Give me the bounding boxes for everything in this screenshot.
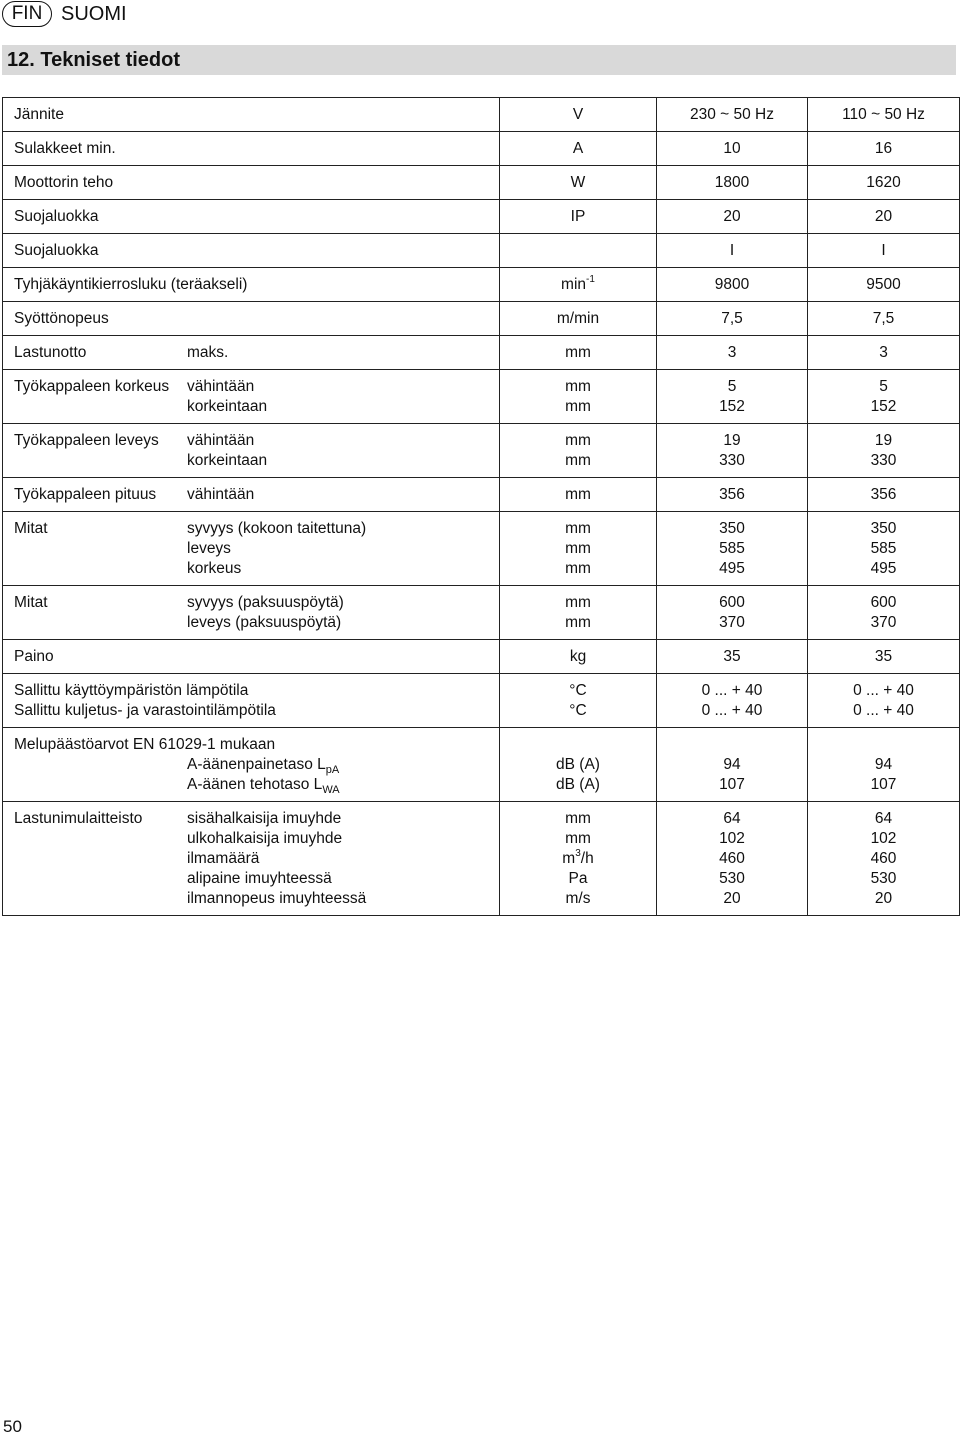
parameter-line: [14, 735, 499, 755]
parameter-line: [14, 755, 499, 775]
unit-line: [500, 889, 656, 909]
parameter-cell: [3, 268, 500, 302]
unit-line: [500, 539, 656, 559]
parameter-label: Työkappaleen korkeus: [14, 378, 170, 395]
value-110v: 0 ... + 40: [853, 702, 914, 719]
parameter-sublabel: [187, 559, 241, 579]
parameter-label: Suojaluokka: [14, 242, 99, 259]
unit-text: mm: [565, 540, 591, 557]
unit-cell: [500, 370, 657, 424]
unit-line: [500, 451, 656, 471]
parameter-line: [14, 485, 499, 505]
table-row: [3, 586, 960, 640]
unit-text: dB (A): [556, 756, 600, 773]
value-230v: 5: [727, 378, 737, 395]
value-110v-cell: [808, 370, 960, 424]
value-230v: 0 ... + 40: [701, 682, 763, 699]
table-row: [3, 424, 960, 478]
parameter-sublabel-text: leveys: [187, 540, 231, 557]
value-230v: I: [729, 242, 735, 259]
table-row: [3, 234, 960, 268]
unit-line: [500, 869, 656, 889]
parameter-line: [14, 309, 499, 329]
parameter-line: [14, 343, 499, 363]
value-110v-cell: [808, 478, 960, 512]
value-230v: 1800: [714, 174, 750, 191]
unit-line: [500, 735, 656, 755]
parameter-cell: [3, 512, 500, 586]
language-code: FIN: [11, 3, 43, 24]
parameter-sublabel-text: korkeus: [187, 560, 242, 577]
value-110v: 19: [874, 432, 893, 449]
parameter-sublabel-text: maks.: [187, 344, 229, 361]
unit-cell: [500, 268, 657, 302]
parameter-line: [14, 613, 499, 633]
value-110v: 370: [870, 614, 897, 631]
parameter-label: Sulakkeet min.: [14, 140, 116, 157]
value-110v: 9500: [866, 276, 901, 293]
value-110v-cell: [808, 586, 960, 640]
parameter-line: [14, 431, 499, 451]
parameter-sublabel-text: ilmamäärä: [187, 850, 260, 867]
parameter-cell: [3, 674, 500, 728]
value-110v-cell: [808, 98, 960, 132]
parameter-line: [14, 173, 499, 193]
parameter-label: Jännite: [14, 106, 64, 123]
value-110v-cell: [808, 802, 960, 916]
unit-cell: [500, 586, 657, 640]
table-row: [3, 640, 960, 674]
parameter-cell: [3, 802, 500, 916]
value-110v: 20: [874, 208, 893, 225]
unit-cell: [500, 336, 657, 370]
unit-line: [500, 485, 656, 505]
parameter-label: Sallittu käyttöympäristön lämpötila: [14, 682, 249, 699]
value-110v-cell: [808, 132, 960, 166]
parameter-label: Mitat: [14, 520, 48, 537]
value-230v: [657, 735, 807, 755]
value-230v: 460: [719, 850, 745, 867]
parameter-sublabel-text: vähintään: [187, 378, 255, 395]
unit-line: [500, 519, 656, 539]
unit-line: [500, 309, 656, 329]
value-230v: 600: [719, 594, 745, 611]
parameter-sublabel: [187, 519, 366, 539]
parameter-cell: [3, 200, 500, 234]
value-230v-cell: [657, 424, 808, 478]
unit-text: W: [570, 174, 586, 191]
parameter-line: [14, 701, 499, 721]
parameter-sublabel-text: korkeintaan: [187, 452, 268, 469]
unit-text: mm: [565, 344, 591, 361]
value-110v: 3: [879, 344, 888, 361]
section-header-bar: [2, 45, 956, 75]
parameter-sublabel-text: korkeintaan: [187, 398, 268, 415]
unit-line: [500, 647, 656, 667]
parameter-cell: [3, 478, 500, 512]
value-230v: 230 ~ 50 Hz: [689, 106, 775, 123]
unit-cell: [500, 234, 657, 268]
value-110v: 35: [874, 648, 893, 665]
parameter-sublabel-text: A-äänen tehotaso L: [187, 776, 323, 793]
value-230v: 7,5: [721, 310, 743, 327]
parameter-sublabel: [187, 829, 342, 849]
value-230v: 330: [719, 452, 745, 469]
unit-line: [500, 275, 656, 295]
value-230v: 94: [723, 756, 741, 773]
unit-cell: [500, 478, 657, 512]
value-110v: 350: [870, 520, 897, 537]
value-110v-cell: [808, 302, 960, 336]
table-row: [3, 132, 960, 166]
value-230v-cell: [657, 98, 808, 132]
value-230v-cell: [657, 802, 808, 916]
value-110v: 102: [870, 830, 897, 847]
value-110v: 5: [879, 378, 888, 395]
unit-line: [500, 377, 656, 397]
unit-line: [500, 139, 656, 159]
value-230v: 585: [719, 540, 745, 557]
parameter-line: [14, 775, 499, 795]
value-230v-cell: [657, 640, 808, 674]
parameter-sublabel-text: sisähalkaisija imuyhde: [187, 810, 342, 827]
value-230v: 3: [727, 344, 737, 361]
parameter-line: [14, 559, 499, 579]
value-230v: 20: [723, 208, 741, 225]
value-110v: 585: [870, 540, 897, 557]
table-row: [3, 302, 960, 336]
table-row: [3, 200, 960, 234]
value-110v: [808, 735, 959, 755]
parameter-sublabel: [187, 755, 339, 775]
value-110v-cell: [808, 674, 960, 728]
parameter-sublabel: [187, 485, 254, 505]
parameter-line: [14, 519, 499, 539]
technical-data-table: [2, 97, 960, 916]
parameter-sublabel-text: ilmannopeus imuyhteessä: [187, 890, 367, 907]
parameter-sublabel: [187, 809, 341, 829]
parameter-line: [14, 105, 499, 125]
parameter-cell: [3, 166, 500, 200]
parameter-sublabel-text: A-äänenpainetaso L: [187, 756, 326, 773]
value-110v: I: [881, 242, 886, 259]
value-110v: 152: [870, 398, 897, 415]
value-230v: 495: [719, 560, 745, 577]
unit-cell: [500, 424, 657, 478]
parameter-sublabel: [187, 889, 366, 909]
page-number: 50: [3, 1417, 22, 1436]
unit-text: m/s: [565, 890, 591, 907]
value-110v: 16: [874, 140, 893, 157]
value-110v: 460: [870, 850, 897, 867]
parameter-label: Paino: [14, 648, 54, 665]
unit-text: IP: [570, 208, 586, 225]
value-230v-cell: [657, 336, 808, 370]
parameter-line: [14, 809, 499, 829]
table-row: [3, 728, 960, 802]
unit-line: [500, 681, 656, 701]
value-230v: 19: [723, 432, 741, 449]
value-230v-cell: [657, 586, 808, 640]
table-row: [3, 268, 960, 302]
value-110v-cell: [808, 268, 960, 302]
parameter-sublabel-text: syvyys (kokoon taitettuna): [187, 520, 367, 537]
parameter-line: [14, 889, 499, 909]
parameter-subscript: WA: [322, 784, 340, 797]
parameter-cell: [3, 336, 500, 370]
value-110v: 1620: [866, 174, 901, 191]
unit-text: mm: [565, 830, 591, 847]
unit-cell: [500, 674, 657, 728]
value-110v-cell: [808, 336, 960, 370]
value-110v: 330: [870, 452, 897, 469]
unit-text: mm: [565, 520, 591, 537]
parameter-label: Mitat: [14, 594, 48, 611]
value-110v: 20: [874, 890, 893, 907]
unit-superscript: -1: [586, 273, 595, 285]
parameter-cell: [3, 640, 500, 674]
parameter-sublabel-text: vähintään: [187, 486, 255, 503]
parameter-sublabel: [187, 343, 228, 363]
parameter-sublabel: [187, 377, 254, 397]
unit-line: [500, 431, 656, 451]
unit-text: mm: [565, 810, 591, 827]
unit-suffix: /h: [580, 850, 594, 867]
parameter-cell: [3, 728, 500, 802]
value-230v-cell: [657, 268, 808, 302]
value-230v-cell: [657, 512, 808, 586]
value-110v: 94: [874, 756, 893, 773]
value-110v-cell: [808, 234, 960, 268]
parameter-label: Lastunotto: [14, 344, 87, 361]
value-110v-cell: [808, 728, 960, 802]
parameter-line: [14, 681, 499, 701]
parameter-label: Suojaluokka: [14, 208, 99, 225]
unit-line: [500, 397, 656, 417]
parameter-sublabel: [187, 593, 344, 613]
value-110v: 110 ~ 50 Hz: [842, 106, 925, 123]
unit-line: [500, 559, 656, 579]
value-230v: 10: [723, 140, 741, 157]
parameter-sublabel-text: ulkohalkaisija imuyhde: [187, 830, 343, 847]
unit-text: °C: [569, 682, 587, 699]
parameter-sublabel: [187, 849, 259, 869]
parameter-label: Tyhjäkäyntikierrosluku (teräakseli): [14, 276, 248, 293]
value-230v: 35: [723, 648, 741, 665]
value-110v: 107: [870, 776, 897, 793]
value-230v: 356: [719, 486, 745, 503]
value-230v: 107: [719, 776, 745, 793]
value-230v: 0 ... + 40: [701, 702, 763, 719]
value-230v-cell: [657, 132, 808, 166]
unit-text: kg: [569, 648, 587, 665]
unit-text: mm: [565, 452, 591, 469]
parameter-line: [14, 451, 499, 471]
unit-text: mm: [565, 560, 591, 577]
unit-text: mm: [565, 486, 591, 503]
unit-cell: [500, 200, 657, 234]
value-230v-cell: [657, 234, 808, 268]
unit-superscript: 3: [575, 847, 581, 859]
parameter-label: Työkappaleen pituus: [14, 486, 157, 503]
parameter-label: Moottorin teho: [14, 174, 114, 191]
value-230v: 20: [723, 890, 741, 907]
unit-text: Pa: [568, 870, 588, 887]
unit-line: [500, 241, 656, 261]
parameter-line: [14, 647, 499, 667]
unit-text: min: [561, 276, 587, 293]
parameter-line: [14, 377, 499, 397]
unit-text: °C: [569, 702, 587, 719]
unit-cell: [500, 302, 657, 336]
unit-text: A: [572, 140, 584, 157]
parameter-cell: [3, 424, 500, 478]
section-title: 12. Tekniset tiedot: [7, 48, 181, 71]
page-header: [0, 0, 127, 28]
parameter-line: [14, 241, 499, 261]
parameter-sublabel-text: syvyys (paksuuspöytä): [187, 594, 344, 611]
unit-line: [500, 613, 656, 633]
unit-cell: [500, 728, 657, 802]
value-230v: 102: [719, 830, 745, 847]
unit-cell: [500, 132, 657, 166]
value-230v: 530: [719, 870, 745, 887]
unit-line: [500, 173, 656, 193]
parameter-line: [14, 829, 499, 849]
value-110v-cell: [808, 200, 960, 234]
parameter-cell: [3, 98, 500, 132]
unit-cell: [500, 640, 657, 674]
unit-line: [500, 849, 656, 869]
parameter-sublabel: [187, 539, 231, 559]
value-230v-cell: [657, 370, 808, 424]
unit-line: [500, 343, 656, 363]
unit-line: [500, 207, 656, 227]
parameter-sublabel: [187, 431, 254, 451]
unit-text: mm: [565, 398, 591, 415]
parameter-label: Melupäästöarvot EN 61029-1 mukaan: [14, 736, 276, 753]
parameter-line: [14, 849, 499, 869]
unit-line: [500, 701, 656, 721]
value-230v: 350: [719, 520, 745, 537]
parameter-line: [14, 207, 499, 227]
parameter-label: Työkappaleen leveys: [14, 432, 159, 449]
value-110v: 495: [870, 560, 897, 577]
unit-cell: [500, 166, 657, 200]
parameter-cell: [3, 234, 500, 268]
value-230v: 370: [719, 614, 745, 631]
value-230v-cell: [657, 728, 808, 802]
value-110v: 530: [870, 870, 897, 887]
parameter-line: [14, 869, 499, 889]
unit-line: [500, 775, 656, 795]
table-row: [3, 802, 960, 916]
value-110v: 0 ... + 40: [853, 682, 914, 699]
parameter-sublabel-text: vähintään: [187, 432, 255, 449]
unit-text: mm: [565, 378, 591, 395]
parameter-label: Syöttönopeus: [14, 310, 109, 327]
unit-line: [500, 809, 656, 829]
unit-cell: [500, 512, 657, 586]
parameter-line: [14, 539, 499, 559]
parameter-label: Lastunimulaitteisto: [14, 810, 143, 827]
value-230v-cell: [657, 674, 808, 728]
value-110v: 600: [870, 594, 897, 611]
unit-line: [500, 105, 656, 125]
table-row: [3, 98, 960, 132]
parameter-subscript: pA: [325, 764, 340, 777]
unit-text: m/min: [556, 310, 600, 327]
unit-text: V: [572, 106, 584, 123]
unit-text: mm: [565, 594, 591, 611]
table-row: [3, 478, 960, 512]
parameter-cell: [3, 370, 500, 424]
table-row: [3, 512, 960, 586]
parameter-sublabel: [187, 451, 267, 471]
parameter-cell: [3, 302, 500, 336]
parameter-sublabel: [187, 613, 341, 633]
language-code-badge: [2, 1, 52, 27]
value-230v-cell: [657, 166, 808, 200]
table-row: [3, 166, 960, 200]
parameter-cell: [3, 586, 500, 640]
value-110v-cell: [808, 166, 960, 200]
parameter-sublabel-text: leveys (paksuuspöytä): [187, 614, 342, 631]
parameter-line: [14, 275, 499, 295]
unit-line: [500, 593, 656, 613]
value-230v: 152: [719, 398, 745, 415]
unit-cell: [500, 802, 657, 916]
unit-text: dB (A): [556, 776, 600, 793]
value-110v: 7,5: [872, 310, 895, 327]
parameter-label: Sallittu kuljetus- ja varastointilämpötila: [14, 702, 276, 719]
parameter-cell: [3, 132, 500, 166]
value-110v: 64: [874, 810, 893, 827]
value-110v: 356: [870, 486, 897, 503]
table-row: [3, 370, 960, 424]
value-110v-cell: [808, 640, 960, 674]
parameter-sublabel: [187, 869, 332, 889]
parameter-sublabel-text: alipaine imuyhteessä: [187, 870, 332, 887]
value-230v-cell: [657, 302, 808, 336]
parameter-line: [14, 593, 499, 613]
value-230v-cell: [657, 200, 808, 234]
parameter-sublabel: [187, 397, 267, 417]
value-110v-cell: [808, 512, 960, 586]
table-row: [3, 336, 960, 370]
parameter-line: [14, 397, 499, 417]
value-110v-cell: [808, 424, 960, 478]
unit-cell: [500, 98, 657, 132]
unit-text: mm: [565, 432, 591, 449]
unit-line: [500, 829, 656, 849]
table-row: [3, 674, 960, 728]
value-230v: 64: [723, 810, 741, 827]
value-230v-cell: [657, 478, 808, 512]
unit-text: mm: [565, 614, 591, 631]
parameter-line: [14, 139, 499, 159]
unit-line: [500, 755, 656, 775]
unit-text: m: [562, 850, 576, 867]
language-name: SUOMI: [61, 2, 127, 25]
value-230v: 9800: [714, 276, 750, 293]
parameter-sublabel: [187, 775, 340, 795]
